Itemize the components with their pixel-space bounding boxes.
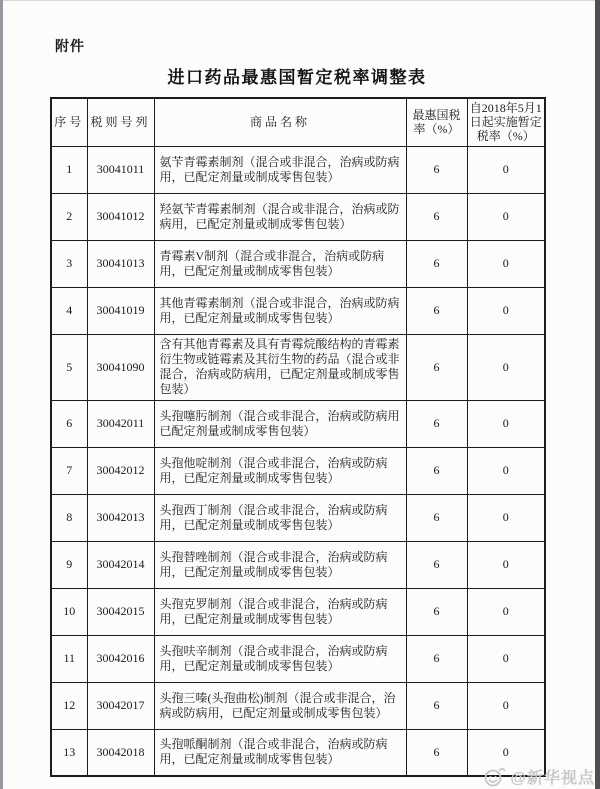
tariff-code: 30041011	[87, 146, 154, 193]
tariff-code: 30042016	[87, 635, 154, 682]
tariff-code: 30042011	[87, 400, 154, 447]
table-row	[51, 240, 545, 287]
provisional-rate: 0	[467, 635, 545, 682]
tariff-code: 30042014	[87, 541, 154, 588]
weibo-smiley-icon	[482, 764, 508, 788]
table-row	[51, 494, 545, 541]
product-name: 头孢呋辛制剂（混合或非混合，治病或防病用，已配定剂量或制成零售包装）	[154, 635, 406, 682]
provisional-rate: 0	[467, 682, 545, 729]
table-row	[51, 541, 545, 588]
table-row	[51, 588, 545, 635]
mfn-rate: 6	[406, 334, 467, 400]
product-name: 头孢他啶制剂（混合或非混合，治病或防病用，已配定剂量或制成零售包装）	[154, 447, 406, 494]
watermark-text: @新华视点	[510, 769, 595, 787]
mfn-rate: 6	[406, 494, 467, 541]
scan-edge-left	[0, 0, 3, 789]
attachment-label: 附件	[55, 40, 85, 55]
table-row	[51, 635, 545, 682]
mfn-rate: 6	[406, 146, 467, 193]
row-number: 4	[51, 287, 87, 334]
table-row	[51, 400, 545, 447]
tariff-table	[50, 97, 546, 777]
mfn-rate: 6	[406, 240, 467, 287]
table-row	[51, 287, 545, 334]
tariff-code: 30041019	[87, 287, 154, 334]
row-number: 13	[51, 729, 87, 776]
product-name: 头孢西丁制剂（混合或非混合，治病或防病用，已配定剂量或制成零售包装）	[154, 494, 406, 541]
row-number: 8	[51, 494, 87, 541]
product-name: 头孢哌酮制剂（混合或非混合，治病或防病用，已配定剂量或制成零售包装）	[154, 729, 406, 776]
product-name: 头孢替唑制剂（混合或非混合，治病或防病用，已配定剂量或制成零售包装）	[154, 541, 406, 588]
tariff-code: 30041090	[87, 334, 154, 400]
tariff-code: 30041012	[87, 193, 154, 240]
header-provisional-rate: 自2018年5月1日起实施暂定税率（%）	[467, 98, 545, 146]
table-row	[51, 682, 545, 729]
provisional-rate: 0	[467, 588, 545, 635]
mfn-rate: 6	[406, 635, 467, 682]
header-mfn-rate: 最惠国税率（%）	[406, 98, 467, 146]
table-row	[51, 334, 545, 400]
provisional-rate: 0	[467, 146, 545, 193]
table-row	[51, 447, 545, 494]
mfn-rate: 6	[406, 729, 467, 776]
product-name: 头孢克罗制剂（混合或非混合，治病或防病用，已配定剂量或制成零售包装）	[154, 588, 406, 635]
table-row	[51, 193, 545, 240]
header-product-name: 商品名称	[154, 98, 406, 146]
mfn-rate: 6	[406, 193, 467, 240]
product-name: 羟氨苄青霉素制剂（混合或非混合，治病或防病用，已配定剂量或制成零售包装）	[154, 193, 406, 240]
mfn-rate: 6	[406, 400, 467, 447]
product-name: 含有其他青霉素及具有青霉烷酸结构的青霉素衍生物或链霉素及其衍生物的药品（混合或非混合，治病或防病用，已配定剂量或制成零售包装）	[154, 334, 406, 400]
provisional-rate: 0	[467, 240, 545, 287]
row-number: 2	[51, 193, 87, 240]
provisional-rate: 0	[467, 541, 545, 588]
product-name: 头孢噻肟制剂（混合或非混合，治病或防病用已配定剂量或制成零售包装）	[154, 400, 406, 447]
row-number: 10	[51, 588, 87, 635]
table-header	[51, 98, 545, 146]
scan-edge-top	[0, 0, 600, 1]
mfn-rate: 6	[406, 287, 467, 334]
table-row	[51, 146, 545, 193]
row-number: 1	[51, 146, 87, 193]
product-name: 青霉素V制剂（混合或非混合，治病或防病用，已配定剂量或制成零售包装）	[154, 240, 406, 287]
tariff-code: 30042018	[87, 729, 154, 776]
scan-edge-right	[595, 0, 600, 789]
product-name: 其他青霉素制剂（混合或非混合，治病或防病用，已配定剂量或制成零售包装）	[154, 287, 406, 334]
document-title: 进口药品最惠国暂定税率调整表	[167, 68, 427, 87]
tariff-code: 30042017	[87, 682, 154, 729]
product-name: 头孢三嗪(头孢曲松)制剂（混合或非混合，治病或防病用，已配定剂量或制成零售包装）	[154, 682, 406, 729]
provisional-rate: 0	[467, 287, 545, 334]
watermark	[482, 764, 595, 788]
tariff-code: 30042012	[87, 447, 154, 494]
provisional-rate: 0	[467, 334, 545, 400]
product-name: 氨苄青霉素制剂（混合或非混合，治病或防病用，已配定剂量或制成零售包装）	[154, 146, 406, 193]
provisional-rate: 0	[467, 447, 545, 494]
mfn-rate: 6	[406, 447, 467, 494]
tariff-code: 30042013	[87, 494, 154, 541]
provisional-rate: 0	[467, 193, 545, 240]
provisional-rate: 0	[467, 729, 545, 776]
table-row	[51, 729, 545, 776]
header-tariff-code: 税则号列	[87, 98, 154, 146]
provisional-rate: 0	[467, 494, 545, 541]
row-number: 9	[51, 541, 87, 588]
row-number: 5	[51, 334, 87, 400]
row-number: 6	[51, 400, 87, 447]
header-serial: 序号	[51, 98, 87, 146]
row-number: 12	[51, 682, 87, 729]
mfn-rate: 6	[406, 541, 467, 588]
provisional-rate: 0	[467, 400, 545, 447]
row-number: 7	[51, 447, 87, 494]
mfn-rate: 6	[406, 682, 467, 729]
row-number: 11	[51, 635, 87, 682]
table-body	[51, 146, 545, 776]
row-number: 3	[51, 240, 87, 287]
header-row	[51, 98, 545, 146]
tariff-code: 30042015	[87, 588, 154, 635]
mfn-rate: 6	[406, 588, 467, 635]
tariff-code: 30041013	[87, 240, 154, 287]
